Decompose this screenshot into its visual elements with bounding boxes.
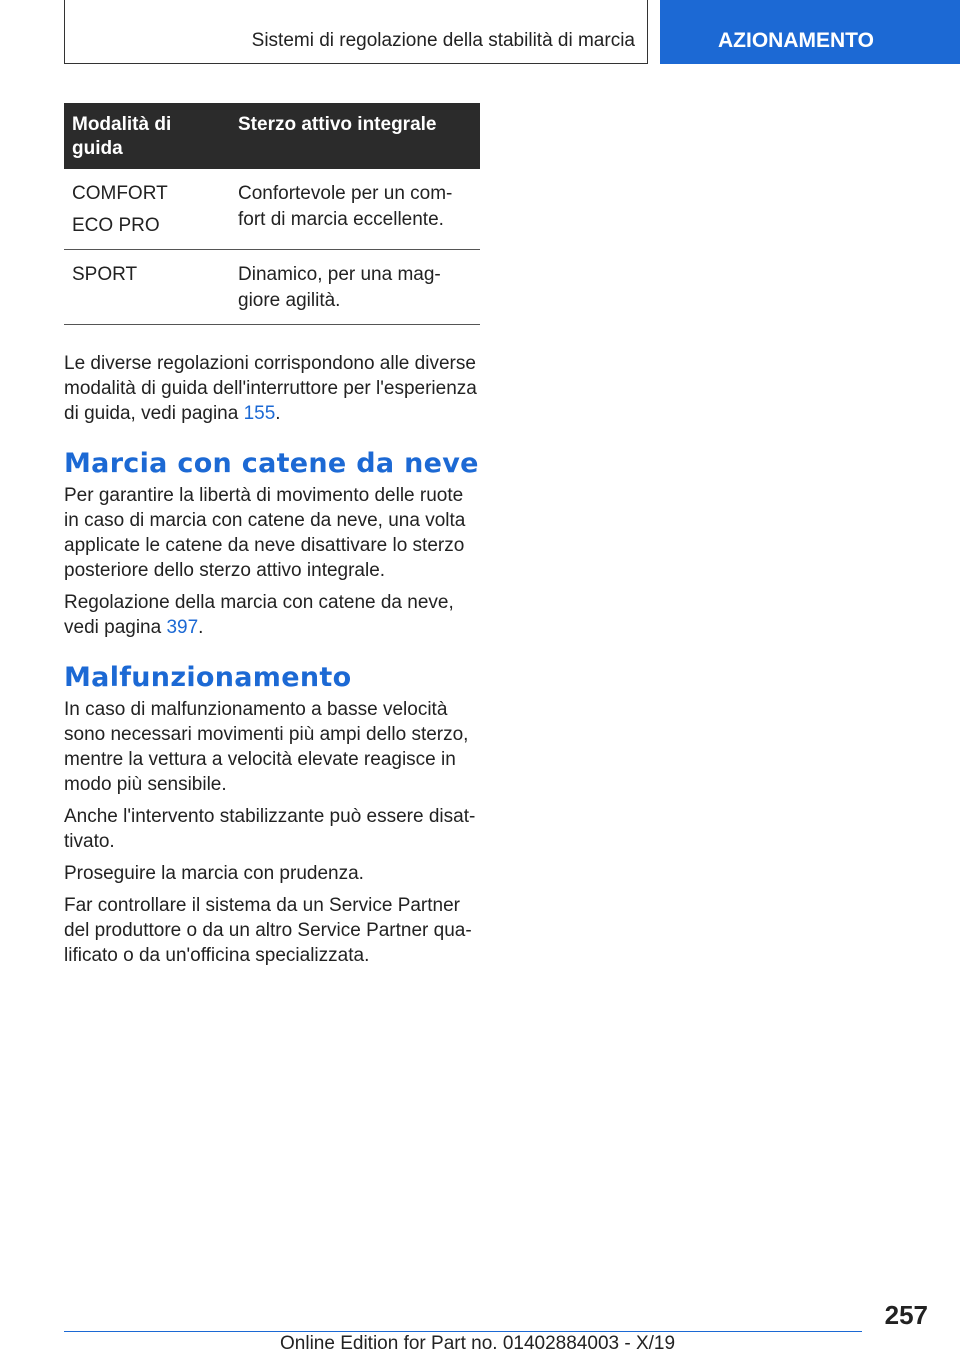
heading-snow-chains: Marcia con catene da neve <box>64 448 479 479</box>
intro-end: . <box>275 403 281 424</box>
paragraph: Far controllare il sistema da un Service Partner del produttore o da un altro Service Partner qua-lificato o da un'officina specializzata. <box>64 895 472 966</box>
intro-paragraph <box>64 351 480 426</box>
paragraph <box>64 590 480 640</box>
section-tab <box>660 0 960 64</box>
page-link-397[interactable]: 397 <box>166 617 199 638</box>
section-label: AZIONAMENTO <box>718 29 874 52</box>
paragraph: Per garantire la libertà di movimento delle ruote in caso di marcia con catene da neve, una volta applicate le catene da neve disattivare lo sterzo posteriore dello sterzo attivo integrale. <box>64 485 466 581</box>
header-title: Sistemi di regolazione della stabilità di marcia <box>251 30 635 51</box>
paragraph: Anche l'intervento stabilizzante può essere disat-tivato. <box>64 806 476 852</box>
paragraph: Proseguire la marcia con prudenza. <box>64 863 364 884</box>
table-row <box>64 250 480 325</box>
header-frame <box>64 0 648 64</box>
column-header-steering: Sterzo attivo integrale <box>230 103 480 169</box>
paragraph-end: . <box>198 617 204 638</box>
description-cell: Dinamico, per una mag-giore agilità. <box>230 250 480 325</box>
intro-text: Le diverse regolazioni corrispondono alle diverse modalità di guida dell'interruttore per l'esperienza di guida, vedi pagina <box>64 353 477 424</box>
paragraph-text: Regolazione della marcia con catene da neve, vedi pagina <box>64 592 454 638</box>
footer-edition: Online Edition for Part no. 01402884003 - X/19 <box>280 1333 676 1354</box>
column-header-mode: Modalità di guida <box>64 103 230 169</box>
heading-malfunction: Malfunzionamento <box>64 662 352 693</box>
table-row <box>64 169 480 250</box>
mode-cell <box>64 169 230 250</box>
drive-mode-table <box>64 103 480 325</box>
footer-divider <box>64 1331 862 1332</box>
page-number: 257 <box>884 1300 928 1330</box>
paragraph: In caso di malfunzionamento a basse velocità sono necessari movimenti più ampi dello sterzo, mentre la vettura a velocità elevate reagisce in modo più sensibile. <box>64 699 469 795</box>
mode-eco-pro: ECO PRO <box>72 215 160 236</box>
page-link-155[interactable]: 155 <box>243 403 276 424</box>
main-content <box>64 103 480 975</box>
mode-cell <box>64 250 230 325</box>
description-cell: Confortevole per un com-fort di marcia eccellente. <box>230 169 480 250</box>
mode-sport: SPORT <box>72 264 138 285</box>
table-header-row <box>64 103 480 169</box>
mode-comfort: COMFORT <box>72 183 168 204</box>
